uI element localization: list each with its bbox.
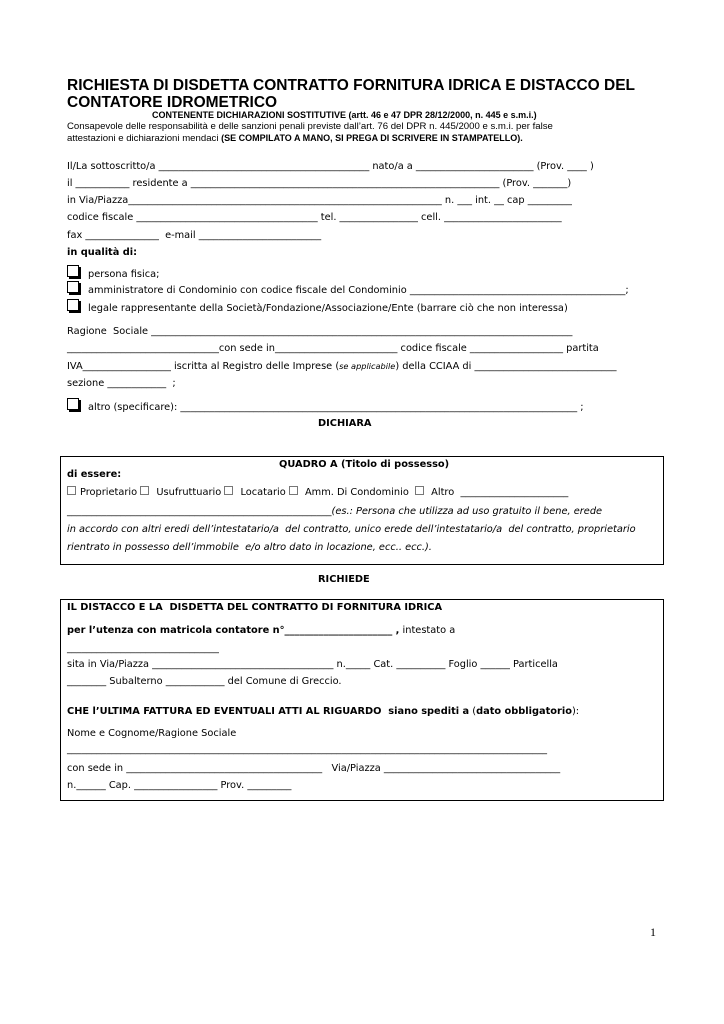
checkbox-amm-condominio[interactable] — [289, 486, 298, 495]
option-amministratore: amministratore di Condominio con codice fiscale del Condominio ____________________________________________; — [88, 285, 629, 296]
checkbox-locatario[interactable] — [224, 486, 233, 495]
field-line-ragione-sociale[interactable]: Ragione Sociale ______________________________________________________________________________________ — [67, 326, 573, 337]
field-line-cap-prov[interactable]: n.______ Cap. _________________ Prov. _________ — [67, 780, 292, 791]
in-qualita-label: in qualità di: — [67, 247, 138, 258]
field-line-nome[interactable]: __________________________________________________________________________________________________ — [67, 744, 548, 755]
field-line-sede-via[interactable]: con sede in ________________________________________ Via/Piazza ____________________________________ — [67, 763, 561, 774]
field-line-sita[interactable]: sita in Via/Piazza _____________________________________ n._____ Cat. __________ Foglio ______ Particella — [67, 659, 558, 670]
awareness-text-line1: Consapevole delle responsabilità e delle sanzioni penali previste dall’art. 76 del DPR n. 445/2000 e s.m.i. per false — [67, 121, 553, 132]
richiede-heading: RICHIEDE — [318, 574, 370, 585]
quadro-a-line2: ______________________________________________________(es.: Persona che utilizza ad uso gratuito il bene, erede — [67, 506, 603, 517]
field-line-residente[interactable]: il ___________ residente a _______________________________________________________________ (Prov. _______) — [67, 178, 572, 189]
quadro-b-title: IL DISTACCO E LA DISDETTA DEL CONTRATTO DI FORNITURA IDRICA — [67, 602, 443, 613]
field-line-fax-email[interactable]: fax _______________ e-mail _________________________ — [67, 230, 322, 241]
form-title-line2: CONTATORE IDROMETRICO — [67, 94, 278, 111]
checkbox-amministratore[interactable] — [67, 281, 79, 293]
checkbox-legale-rappresentante[interactable] — [67, 299, 79, 311]
page-number: 1 — [650, 925, 656, 939]
option-legale-rappresentante: legale rappresentante della Società/Fondazione/Associazione/Ente (barrare ciò che non interessa) — [88, 303, 568, 314]
checkbox-usufruttuario[interactable] — [140, 486, 149, 495]
checkbox-altro[interactable] — [67, 398, 79, 410]
checkbox-persona-fisica[interactable] — [67, 265, 79, 277]
option-altro: altro (specificare): _________________________________________________________________________________ ; — [88, 402, 584, 413]
field-line-sezione[interactable]: sezione ____________ ; — [67, 378, 176, 389]
dichiara-heading: DICHIARA — [318, 418, 372, 429]
field-line-sottoscritto[interactable]: Il/La sottoscritto/a ___________________________________________ nato/a a ________________________ (Prov. ____ ) — [67, 161, 594, 172]
field-line-iva-registro[interactable]: IVA__________________ iscritta al Registro delle Imprese (se applicabile) della CCIAA di _____________________________ — [67, 361, 617, 372]
field-line-codice-fiscale[interactable]: codice fiscale _____________________________________ tel. ________________ cell. ________________________ — [67, 212, 562, 223]
form-title-line1: RICHIESTA DI DISDETTA CONTRATTO FORNITURA IDRICA E DISTACCO DEL — [67, 77, 636, 94]
quadro-a-line4: rientrato in possesso dell’immobile e/o altro dato in locazione, ecc.. ecc.). — [67, 542, 432, 553]
checkbox-proprietario[interactable] — [67, 486, 76, 495]
field-line-subalterno[interactable]: ________ Subalterno ____________ del Comune di Greccio. — [67, 676, 342, 687]
quadro-a-line3: in accordo con altri eredi dell’intestatario/a del contratto, unico erede dell’intestatario/a del contratto, proprietario — [67, 524, 636, 535]
field-line-intestato[interactable]: _______________________________ — [67, 643, 219, 654]
field-line-matricola[interactable]: per l’utenza con matricola contatore n°______________________ , intestato a — [67, 625, 456, 636]
form-subtitle: CONTENENTE DICHIARAZIONI SOSTITUTIVE (artt. 46 e 47 DPR 28/12/2000, n. 445 e s.m.i.) — [152, 110, 537, 120]
checkbox-altro-possesso[interactable] — [415, 486, 424, 495]
awareness-text-line2: attestazioni e dichiarazioni mendaci (SE COMPILATO A MANO, SI PREGA DI SCRIVERE IN STAMPATELLO). — [67, 133, 523, 144]
option-persona-fisica: persona fisica; — [88, 269, 160, 280]
fattura-instruction: CHE l’ULTIMA FATTURA ED EVENTUALI ATTI AL RIGUARDO siano spediti a (dato obbligatorio): — [67, 706, 580, 717]
quadro-a-title: QUADRO A (Titolo di possesso) — [279, 459, 450, 470]
nome-cognome-label: Nome e Cognome/Ragione Sociale — [67, 728, 237, 739]
field-line-sede-cf[interactable]: _______________________________con sede in_________________________ codice fiscale ___________________ partita — [67, 343, 599, 354]
di-essere-label: di essere: — [67, 469, 122, 480]
field-line-indirizzo[interactable]: in Via/Piazza________________________________________________________________ n. ___ int. __ cap _________ — [67, 195, 572, 206]
quadro-a-options: Proprietario Usufruttuario Locatario Amm. Di Condominio Altro ______________________ — [67, 486, 568, 498]
